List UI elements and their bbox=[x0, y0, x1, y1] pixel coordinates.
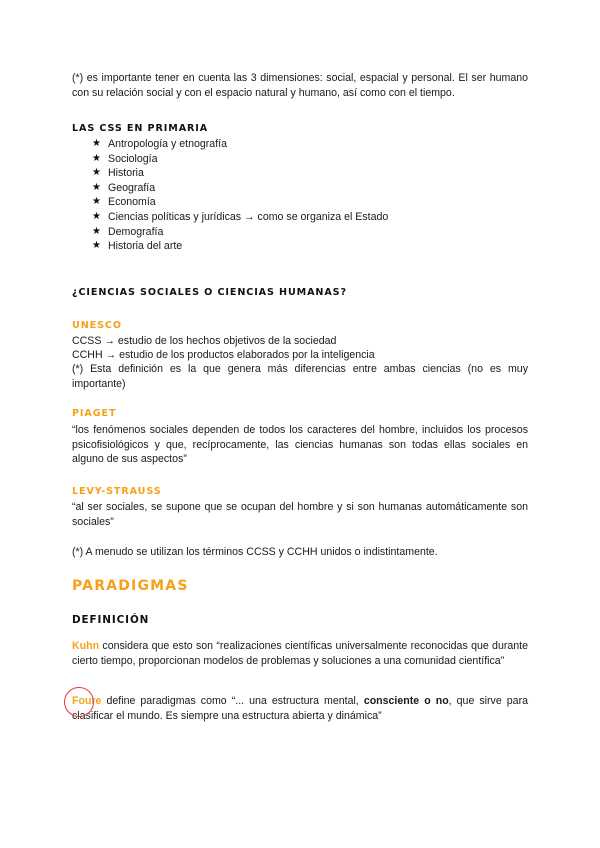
star-icon: ★ bbox=[92, 240, 101, 252]
heading-piaget: PIAGET bbox=[72, 408, 117, 419]
heading-css-primaria: LAS CSS EN PRIMARIA bbox=[72, 123, 209, 134]
intro-note: (*) es importante tener en cuenta las 3 dimensiones: social, espacial y personal. El ser humano con su relación social y con el espacio natural y humano, así como con el tiempo. bbox=[72, 72, 528, 99]
star-icon: ★ bbox=[92, 167, 101, 179]
unesco-note: (*) Esta definición es la que genera más diferencias entre ambas ciencias (no es muy importante) bbox=[72, 363, 528, 390]
kuhn-name: Kuhn bbox=[72, 640, 100, 652]
primaria-list bbox=[92, 137, 388, 254]
list-item: ★ Ciencias políticas y jurídicas → como se organiza el Estado bbox=[92, 210, 389, 223]
star-icon: ★ bbox=[92, 225, 101, 237]
unesco-line-ccss: CCSS → estudio de los hechos objetivos de la sociedad bbox=[72, 335, 337, 347]
star-icon: ★ bbox=[92, 138, 101, 149]
star-icon: ★ bbox=[92, 152, 101, 164]
unesco-line-cchh: CCHH → estudio de los productos elaborados por la inteligencia bbox=[72, 349, 375, 361]
list-item: ★ Sociología bbox=[92, 152, 158, 165]
heading-levy-strauss: LEVY-STRAUSS bbox=[72, 486, 162, 497]
final-note: (*) A menudo se utilizan los términos CCSS y CCHH unidos o indistintamente. bbox=[72, 546, 438, 558]
hand-drawn-circle-annotation bbox=[64, 687, 94, 717]
list-item: ★ Demografía bbox=[92, 225, 164, 238]
list-item: ★ Historia del arte bbox=[92, 240, 183, 253]
star-icon: ★ bbox=[92, 181, 101, 193]
foure-paragraph: Foure define paradigmas como “... una estructura mental, consciente o no, que sirve para clasificar el mundo. Es siempre una estructura abierta y dinámica” bbox=[72, 695, 528, 722]
piaget-quote: “los fenómenos sociales dependen de todos los caracteres del hombre, incluidos los procesos psicofisiológicos y que, recíprocamente, las ciencias humanas son todas ellas sociales en alguno de sus aspectos” bbox=[72, 424, 528, 466]
heading-ciencias-question: ¿CIENCIAS SOCIALES O CIENCIAS HUMANAS? bbox=[72, 287, 347, 298]
heading-paradigmas: PARADIGMAS bbox=[72, 578, 189, 594]
list-item: ★ Historia bbox=[92, 167, 144, 180]
list-item: ★ Economía bbox=[92, 196, 156, 209]
list-item: ★ Geografía bbox=[92, 181, 156, 194]
kuhn-paragraph: Kuhn considera que esto son “realizaciones científicas universalmente reconocidas que durante cierto tiempo, proporcionan modelos de problemas y soluciones a una comunidad científica” bbox=[72, 640, 528, 667]
star-icon: ★ bbox=[92, 210, 101, 222]
foure-name: Foure bbox=[72, 695, 102, 707]
heading-definicion: DEFINICIÓN bbox=[72, 614, 150, 626]
heading-unesco: UNESCO bbox=[72, 320, 122, 331]
star-icon: ★ bbox=[92, 196, 101, 208]
levy-quote: “al ser sociales, se supone que se ocupan del hombre y si son humanas automáticamente son sociales” bbox=[72, 501, 528, 528]
list-item: ★ Antropología y etnografía bbox=[92, 138, 227, 150]
